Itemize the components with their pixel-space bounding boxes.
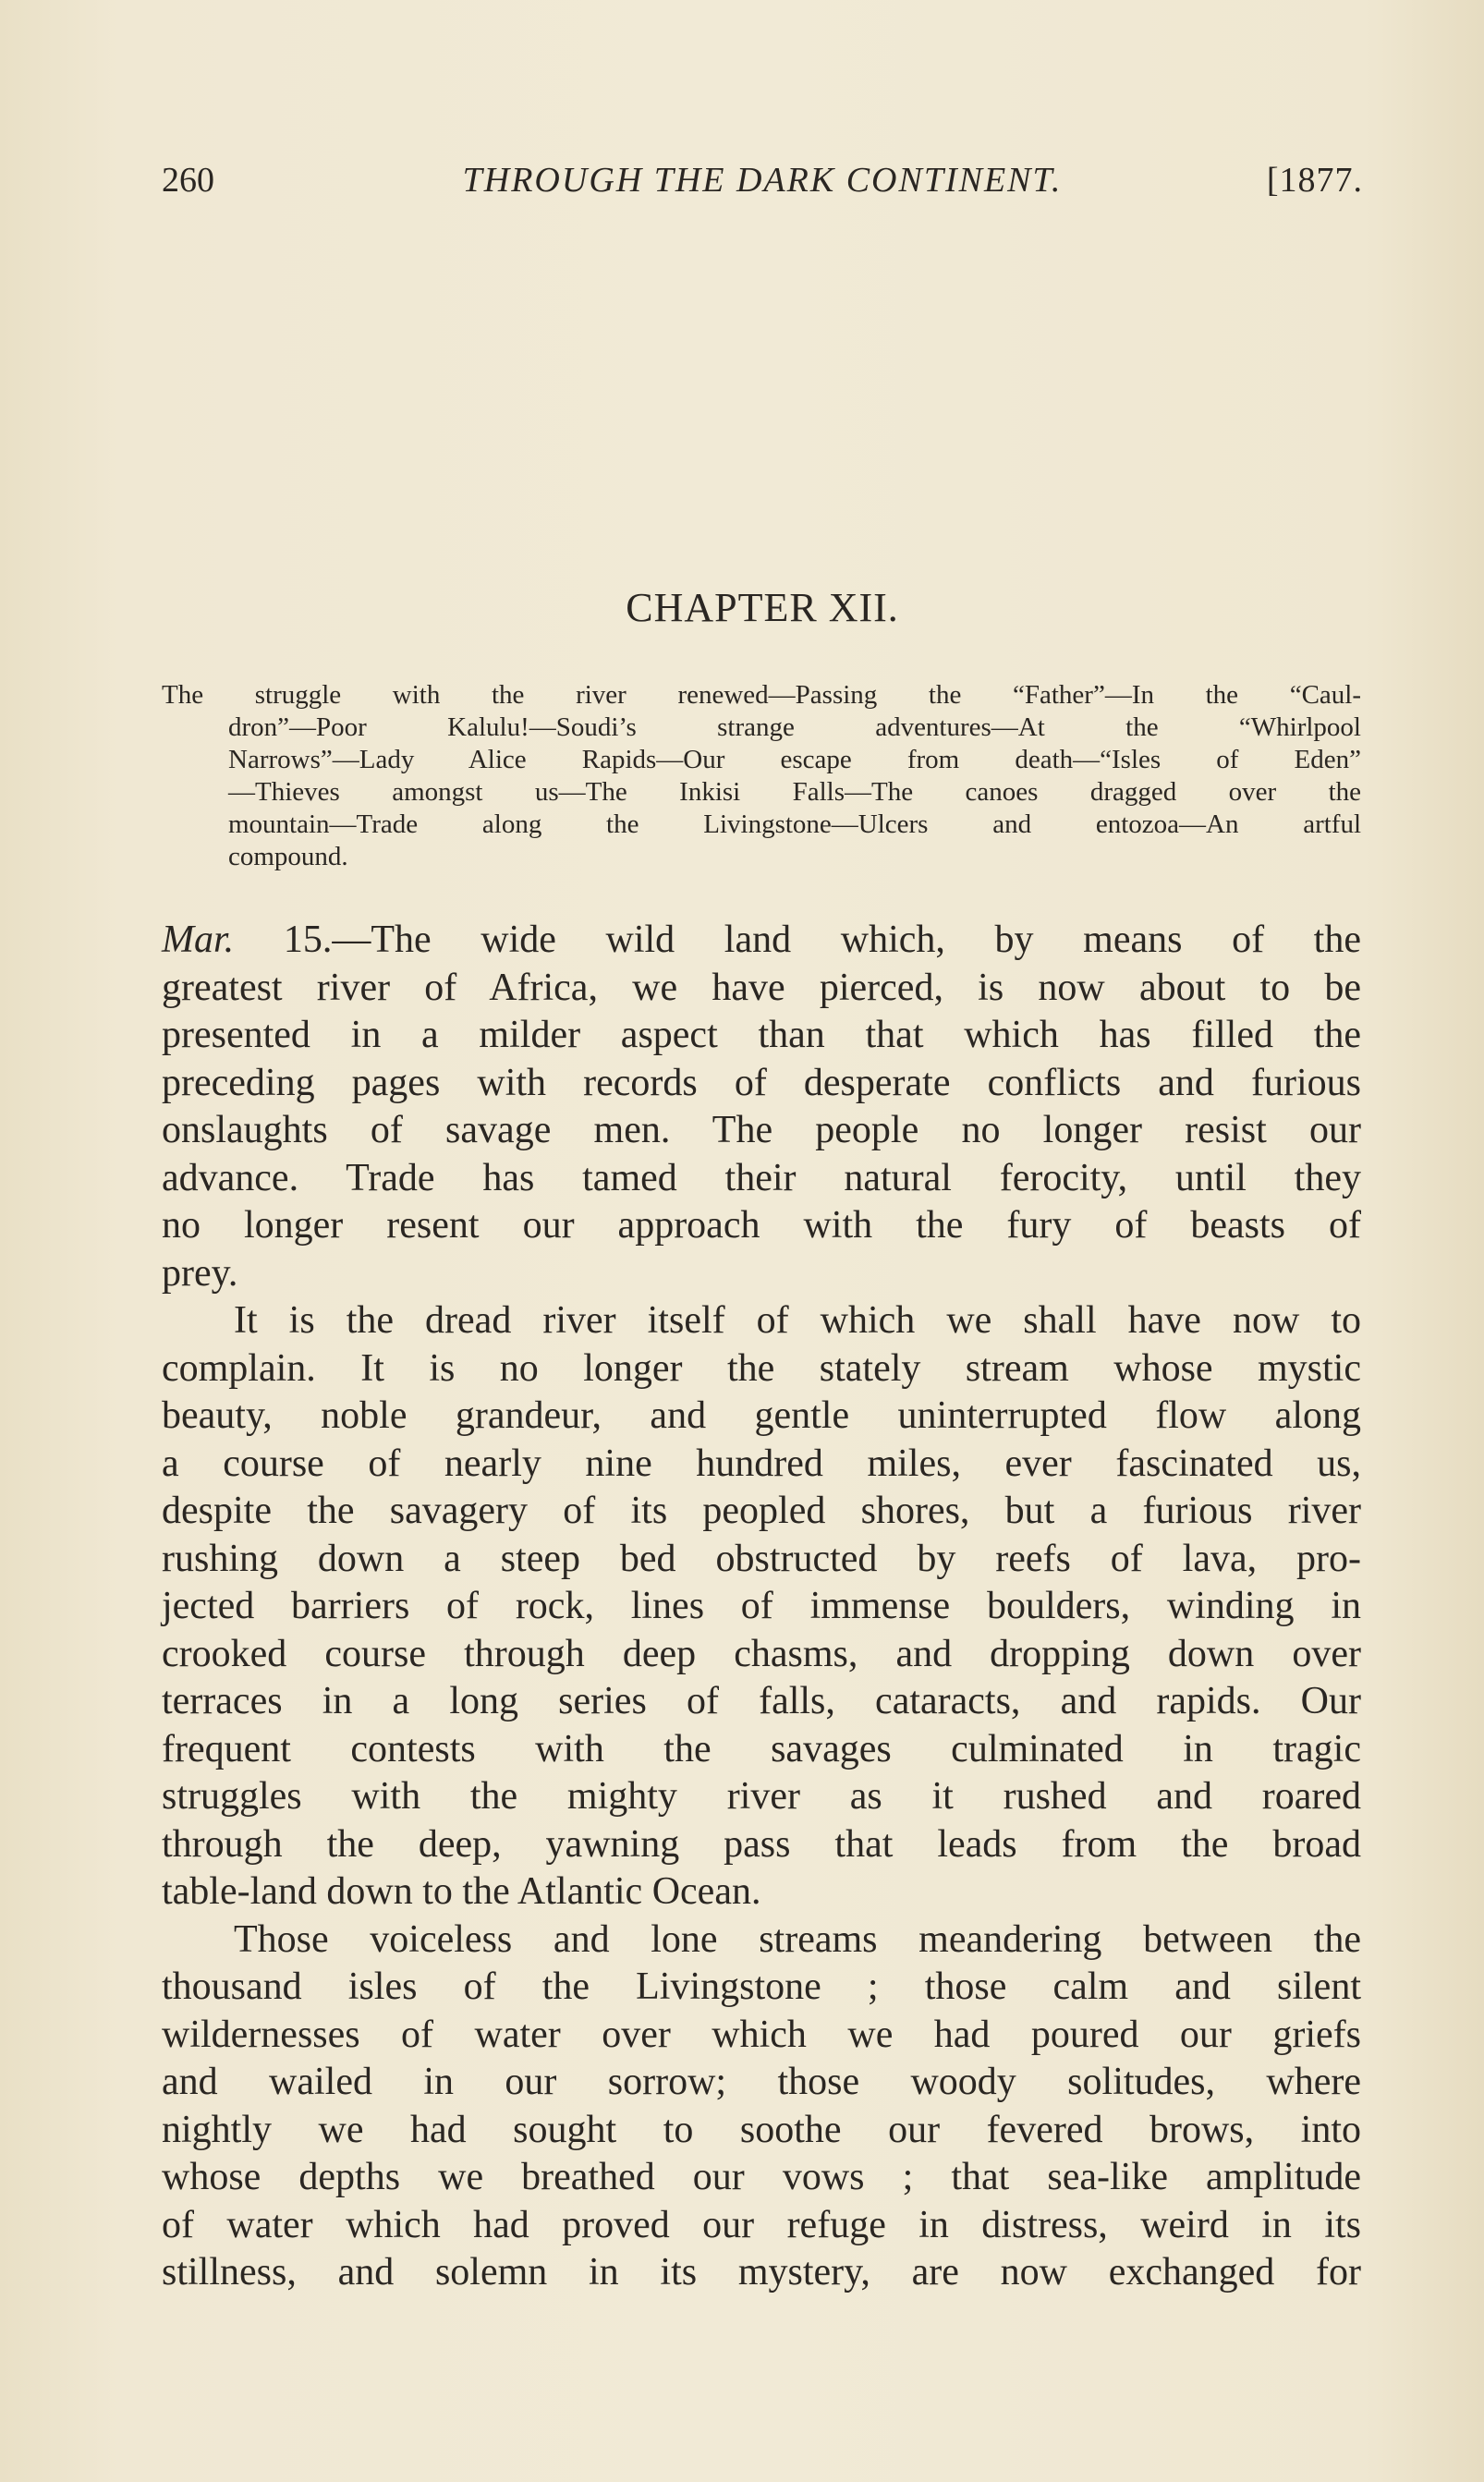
text-line: terraces in a long series of falls, cataracts, and rapids. Our [162,1680,1361,1722]
text-line: complain. It is no longer the stately stream whose mystic [162,1346,1361,1390]
text-line: through the deep, yawning pass that leads from the broad [162,1822,1361,1866]
text-line: whose depths we breathed our vows ; that sea-like amplitude [162,2156,1361,2198]
running-year: [1877. [1266,161,1363,200]
summary-line: compound. [228,842,348,871]
text-line: of water which had proved our refuge in distress, weird in its [162,2203,1361,2246]
text-line: despite the savagery of its peopled shores, but a furious river [162,1490,1361,1532]
body-text [162,917,1361,2297]
page-number: 260 [162,161,214,200]
text-line: It is the dread river itself of which we shall have now to [234,1299,1361,1342]
chapter-heading: CHAPTER XII. [626,585,899,630]
text-line: nightly we had sought to soothe our fevered brows, into [162,2108,1361,2151]
text-line: 15.—The wide wild land which, by means of the [234,919,1361,961]
chapter-summary [162,679,1361,873]
text-line: rushing down a steep bed obstructed by reefs of lava, pro- [162,1537,1361,1580]
running-title: THROUGH THE DARK CONTINENT. [462,161,1063,200]
paragraph-1-first-line [162,917,1361,965]
text-line: table-land down to the Atlantic Ocean. [162,1870,761,1913]
summary-line: —Thieves amongst us—The Inkisi Falls—The canoes dragged over the [228,777,1361,807]
text-line: stillness, and solemn in its mystery, are now exchanged for [162,2251,1361,2293]
text-line: jected barriers of rock, lines of immense boulders, winding in [162,1585,1361,1627]
text-line: no longer resent our approach with the fury of beasts of [162,1204,1361,1247]
summary-line: mountain—Trade along the Livingstone—Ulcers and entozoa—An artful [228,809,1361,839]
text-line: frequent contests with the savages culminated in tragic [162,1727,1361,1770]
text-line: presented in a milder aspect than that which has filled the [162,1014,1361,1056]
summary-line: Narrows”—Lady Alice Rapids—Our escape from death—“Isles of Eden” [228,745,1361,774]
text-line: wildernesses of water over which we had poured our griefs [162,2013,1361,2056]
text-line: advance. Trade has tamed their natural ferocity, until they [162,1156,1361,1199]
text-line: greatest river of Africa, we have pierced, is now about to be [162,966,1361,1009]
summary-line: dron”—Poor Kalulu!—Soudi’s strange adventures—At the “Whirlpool [228,712,1361,742]
text-line: crooked course through deep chasms, and dropping down over [162,1632,1361,1675]
summary-line: The struggle with the river renewed—Passing the “Father”—In the “Caul- [162,680,1361,710]
text-line: onslaughts of savage men. The people no longer resist our [162,1109,1361,1151]
date-label: Mar. [162,919,235,961]
text-line: beauty, noble grandeur, and gentle uninterrupted flow along [162,1394,1361,1437]
text-line: prey. [162,1251,238,1295]
running-head [162,157,1363,203]
text-line: preceding pages with records of desperate conflicts and furious [162,1061,1361,1104]
text-line: a course of nearly nine hundred miles, ever fascinated us, [162,1442,1361,1485]
text-line: struggles with the mighty river as it rushed and roared [162,1775,1361,1818]
text-line: and wailed in our sorrow; those woody solitudes, where [162,2061,1361,2103]
text-line: thousand isles of the Livingstone ; those calm and silent [162,1965,1361,2008]
text-line: Those voiceless and lone streams meandering between the [234,1917,1361,1961]
